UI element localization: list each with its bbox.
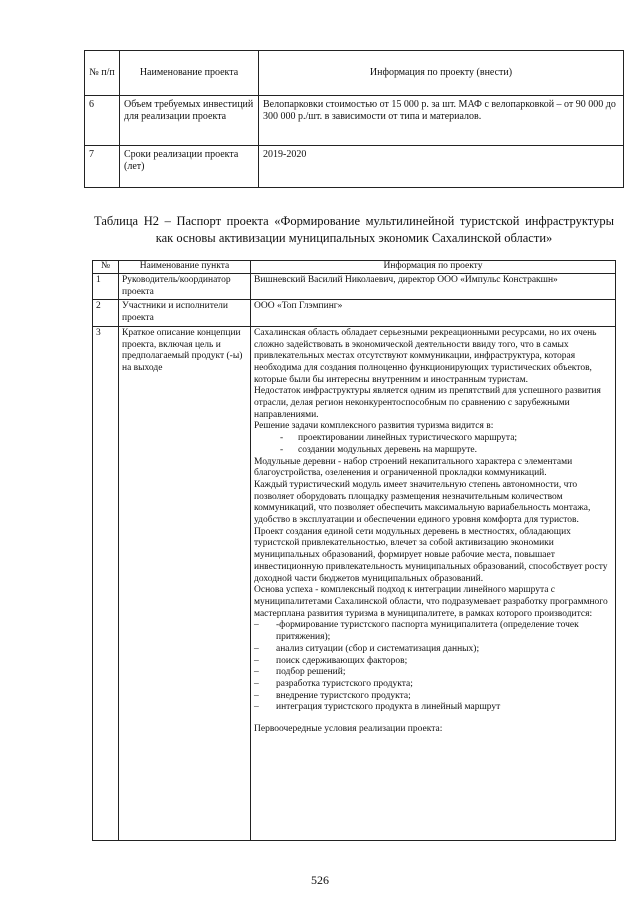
list-item: – внедрение туристского продукта; [254, 691, 612, 703]
table-header-row [85, 51, 624, 96]
row-number: 2 [93, 300, 119, 326]
row-info: Вишневский Василий Николаевич, директор ООО «Импульс Констракшн» [251, 274, 616, 300]
table-row [85, 96, 624, 146]
page-number: 526 [311, 873, 329, 887]
row-name: Краткое описание концепции проекта, включая цель и предполагаемый продукт (-ы) на выходе [119, 326, 251, 840]
row-number: 1 [93, 274, 119, 300]
row-name: Объем требуемых инвестиций для реализации проекта [120, 96, 259, 146]
header-number: № п/п [85, 51, 120, 96]
list-item: – поиск сдерживающих факторов; [254, 656, 612, 668]
list-item: – интеграция туристского продукта в линейный маршрут [254, 702, 612, 714]
project-info-table-continued [84, 50, 624, 188]
header-item-name: Наименование пункта [119, 261, 251, 274]
table-header-row [93, 261, 616, 274]
row-number: 3 [93, 326, 119, 840]
description-paragraph: Модульные деревни - набор строений некапитального характера с элементами благоустройства, озеленения и ограниченной прокладки коммуникаций. [254, 456, 573, 479]
row-info: 2019-2020 [259, 146, 624, 188]
list-item: – анализ ситуации (сбор и систематизация данных); [254, 644, 612, 656]
masterplan-steps-list [254, 620, 612, 714]
table-row [85, 146, 624, 188]
list-item: - проектировании линейных туристического маршрута; [254, 433, 612, 445]
row-name: Участники и исполнители проекта [119, 300, 251, 326]
spacer [254, 714, 612, 724]
description-paragraph: Недостаток инфраструктуры является одним из препятствий для успешного развития отрасли, делая регион неконкурентоспособным по сравнению с зарубежными направлениями. [254, 386, 601, 420]
row-info: Велопарковки стоимостью от 15 000 р. за шт. МАФ с велопарковкой – от 90 000 до 300 000 р./шт. в зависимости от типа и материалов. [259, 96, 624, 146]
table-row [93, 274, 616, 300]
row-name: Руководитель/координатор проекта [119, 274, 251, 300]
table-caption: Таблица Н2 – Паспорт проекта «Формирование мультилинейной туристской инфраструктуры как основы активизации муниципальных экономик Сахалинской области» [94, 214, 614, 245]
row-info: ООО «Топ Глэмпинг» [251, 300, 616, 326]
row-name: Сроки реализации проекта (лет) [120, 146, 259, 188]
list-item: - создании модульных деревень на маршруте. [254, 445, 612, 457]
table-row [93, 300, 616, 326]
header-number: № [93, 261, 119, 274]
description-paragraph: Каждый туристический модуль имеет значительную степень автономности, что позволяет оборудовать площадку размещения незначительным количеством коммуникаций, что позволяет обеспечить максимальную вариабельность монтажа, удобство в эксплуатации и обеспечении единого уровня комфорта для туристов. [254, 479, 591, 526]
row-number: 6 [85, 96, 120, 146]
row-description [251, 326, 616, 840]
description-paragraph: Основа успеха - комплексный подход к интеграции линейного маршрута с муниципалитетами Сахалинской области, что подразумевает разработку программного мастерплана развития туризма в муниципалитете, в рамках которого производится: [254, 585, 608, 619]
description-paragraph: Проект создания единой сети модульных деревень в местностях, обладающих туристской привлекательностью, влечет за собой активизацию экономики муниципальных образований, формирует новые рабочие места, повышает инвестиционную привлекательность муниципальных образований, способствует росту доходной части бюджетов муниципальных образований. [254, 526, 608, 584]
header-project-name: Наименование проекта [120, 51, 259, 96]
list-item: – подбор решений; [254, 667, 612, 679]
project-passport-table [92, 260, 616, 841]
row-number: 7 [85, 146, 120, 188]
header-project-info: Информация по проекту [251, 261, 616, 274]
description-paragraph: Решение задачи комплексного развития туризма видится в: [254, 421, 494, 432]
description-paragraph: Первоочередные условия реализации проекта: [254, 724, 443, 735]
list-item: – -формирование туристского паспорта муниципалитета (определение точек притяжения); [254, 620, 612, 643]
list-item: – разработка туристского продукта; [254, 679, 612, 691]
header-project-info: Информация по проекту (внести) [259, 51, 624, 96]
solution-list [254, 433, 612, 456]
description-paragraph: Сахалинская область обладает серьезными рекреационными ресурсами, но их очень сложно задействовать в экономической деятельности ввиду того, что в самых привлекательных местах отсутствуют коммуникации, инфраструктура, которая необходима для создания полноценно функционирующих туристических объектов, которые были бы интересны внутренним и иностранным туристам. [254, 327, 597, 385]
table-row [93, 326, 616, 840]
